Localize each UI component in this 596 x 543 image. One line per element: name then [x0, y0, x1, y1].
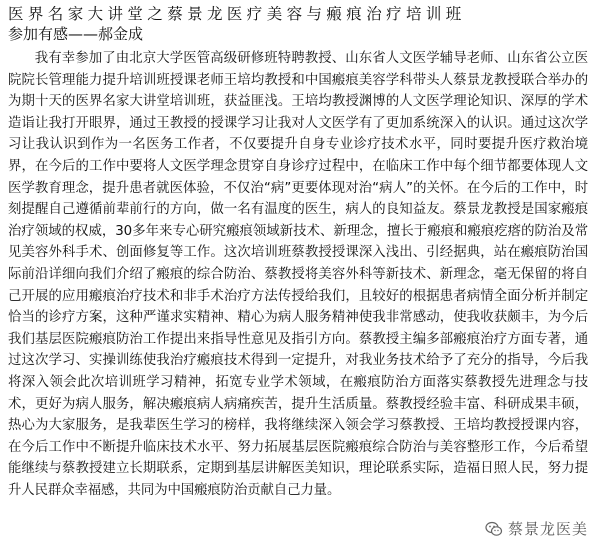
article-body: 我有幸参加了由北京大学医管高级研修班特聘教授、山东省人文医学辅导老师、山东省公立医院院长管理能力提升培训班授课老师王培均教授和中国瘢痕美容学科带头人蔡景龙教授联合举办的为期十天的医界名家大讲堂培训班，获益匪浅。王培均教授渊博的人文医学理论知识、深厚的学术造诣让我打开眼界，通过王教授的授课学习让我对人文医学有了更加系统深入的认识。通过这次学习让我认识到作为一名医务工作者，不仅要提升自身专业诊疗技术水平，同时要提升医疗救治境界，在今后的工作中要将人文医学理念贯穿自身诊疗过程中，在临床工作中每个细节都要体现人文医学教育理念，提升患者就医体验，不仅治“病”更要体现对治“病人”的关怀。在今后的工作中，时刻提醒自己遵循前辈前行的方向，做一名有温度的医生，病人的良知益友。蔡景龙教授是国家瘢痕治疗领域的权威，30多年来专心研究瘢痕领域新技术、新理念，擅长于瘢痕和瘢痕疙瘩的防治及常见美容外科手术、创面修复等工作。这次培训班蔡教授授课深入浅出、引经据典，站在瘢痕防治国际前沿详细向我们介绍了瘢痕的综合防治、蔡教授将美容外科等新技术、新理念，毫无保留的将自己开展的应用瘢痕治疗技术和非手术治疗方法传授给我们，且较好的根据患者病情全面分析并制定恰当的诊疗方案，这种严谨求实精神、精心为病人服务精神使我非常感动，使我收获颇丰，为今后我们基层医院瘢痕防治工作提出来指导性意见及指引方向。蔡教授主编多部瘢痕治疗方面专著，通过这次学习、实操训练使我治疗瘢痕技术得到一定提升，对我业务技术给予了充分的指导，今后我将深入领会此次培训班学习精神，拓宽专业学术领域，在瘢痕防治方面落实蔡教授先进理念与技术，更好为病人服务，解决瘢痕病人病痛疾苦，提升生活质量。蔡教授经验丰富、科研成果丰硕，热心为大家服务，是我辈医生学习的榜样，我将继续深入领会学习蔡教授、王培均教授授课内容，在今后工作中不断提升临床技术水平、努力拓展基层医院瘢痕综合防治与美容整形工作，今后希望能继续与蔡教授建立长期联系，定期到基层讲解医美知识，理论联系实际，造福日照人民，努力提升人民群众幸福感，共同为中国瘢痕防治贡献自己力量。	[8, 51, 588, 498]
article-subtitle: 参加有感——郝金成	[8, 25, 144, 43]
watermark	[485, 518, 588, 539]
wechat-icon	[485, 520, 503, 538]
document	[8, 4, 588, 501]
article-title: 医界名家大讲堂之蔡景龙医疗美容与瘢痕治疗培训班	[8, 5, 466, 23]
watermark-text: 蔡景龙医美	[507, 520, 588, 538]
